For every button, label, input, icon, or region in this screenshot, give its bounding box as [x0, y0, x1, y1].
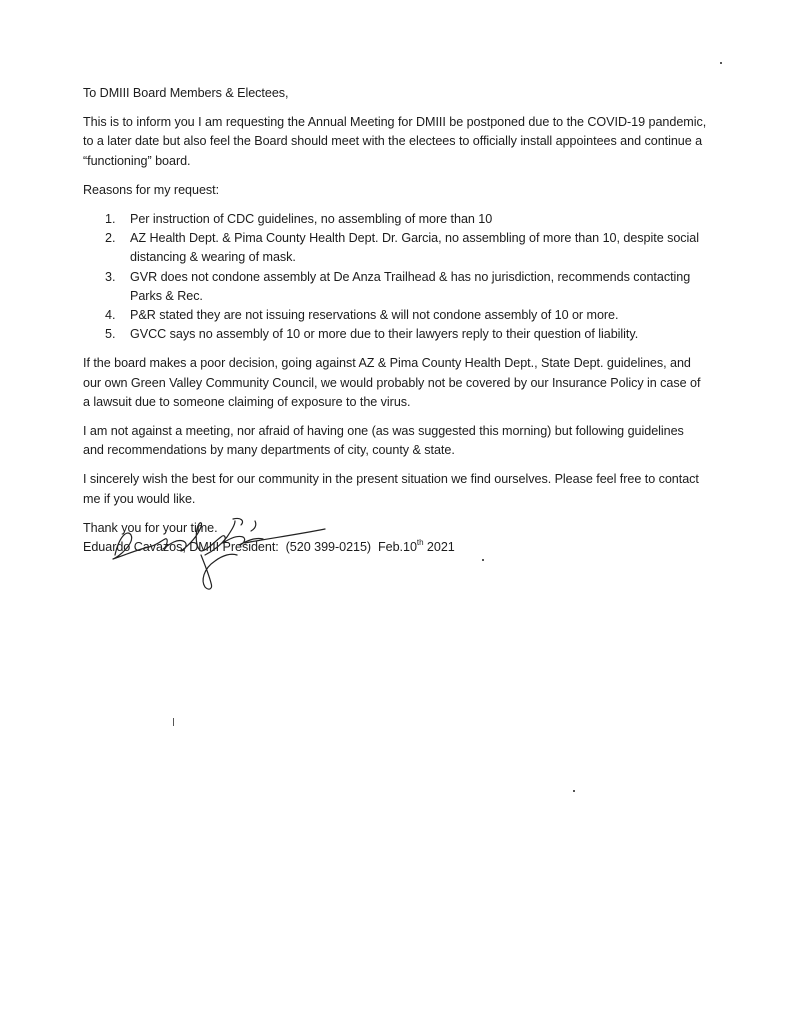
date-year: 2021 — [423, 540, 455, 555]
scan-speck — [482, 559, 484, 561]
reason-item — [83, 268, 708, 306]
date-prefix: Feb.10 — [377, 540, 417, 555]
reason-item — [83, 325, 708, 344]
reason-number: 5. — [105, 327, 116, 342]
letter-date — [377, 537, 455, 555]
reason-text: GVCC says no assembly of 10 or more due to their lawyers reply to their question of liability. — [130, 327, 639, 342]
scan-speck — [573, 790, 575, 792]
reason-number: 1. — [105, 212, 116, 227]
scan-speck — [720, 62, 722, 64]
reason-item — [83, 210, 708, 229]
letter-body — [83, 84, 708, 557]
scan-speck — [173, 718, 174, 726]
reason-number: 2. — [105, 231, 116, 246]
reasons-list — [83, 210, 708, 344]
greeting: To DMIII Board Members & Electees, — [83, 86, 289, 100]
date-ordinal: th — [416, 537, 424, 547]
intro-paragraph: This is to inform you I am requesting the Annual Meeting for DMIII be postponed due to the COVID-19 pandemic, to a later date but also feel the Board should meet with the electees to officially install appointees and continue a “functioning” board. — [83, 115, 707, 168]
handwritten-signature — [105, 515, 335, 595]
reason-number: 3. — [105, 269, 116, 284]
signer-name: Eduardo Cavazos, DMIII President: — [83, 540, 279, 555]
reason-text: P&R stated they are not issuing reservations & will not condone assembly of 10 or more. — [130, 308, 619, 323]
reasons-heading: Reasons for my request: — [83, 182, 220, 197]
reason-text: AZ Health Dept. & Pima County Health Dept. Dr. Garcia, no assembling of more than 10, despite social distancing & wearing of mask. — [130, 231, 699, 265]
reason-text: Per instruction of CDC guidelines, no assembling of more than 10 — [130, 212, 493, 227]
reason-item — [83, 306, 708, 325]
closing-line: Thank you for your time. — [83, 520, 218, 535]
wish-paragraph: I sincerely wish the best for our community in the present situation we find ourselves. Please feel free to contact me if you would like. — [83, 472, 699, 506]
insurance-paragraph: If the board makes a poor decision, going against AZ & Pima County Health Dept., State Dept. guidelines, and our own Green Valley Community Council, we would probably not be covered by our Insurance Policy in case of a lawsuit due to someone claiming of exposure to the virus. — [83, 356, 701, 409]
meeting-paragraph: I am not against a meeting, nor afraid of having one (as was suggested this morning) but following guidelines and recommendations by many departments of city, county & state. — [83, 424, 684, 458]
reason-number: 4. — [105, 308, 116, 323]
phone-number: (520 399-0215) — [285, 540, 372, 555]
reason-text: GVR does not condone assembly at De Anza Trailhead & has no jurisdiction, recommends contacting Parks & Rec. — [130, 269, 691, 303]
reason-item — [83, 229, 708, 267]
